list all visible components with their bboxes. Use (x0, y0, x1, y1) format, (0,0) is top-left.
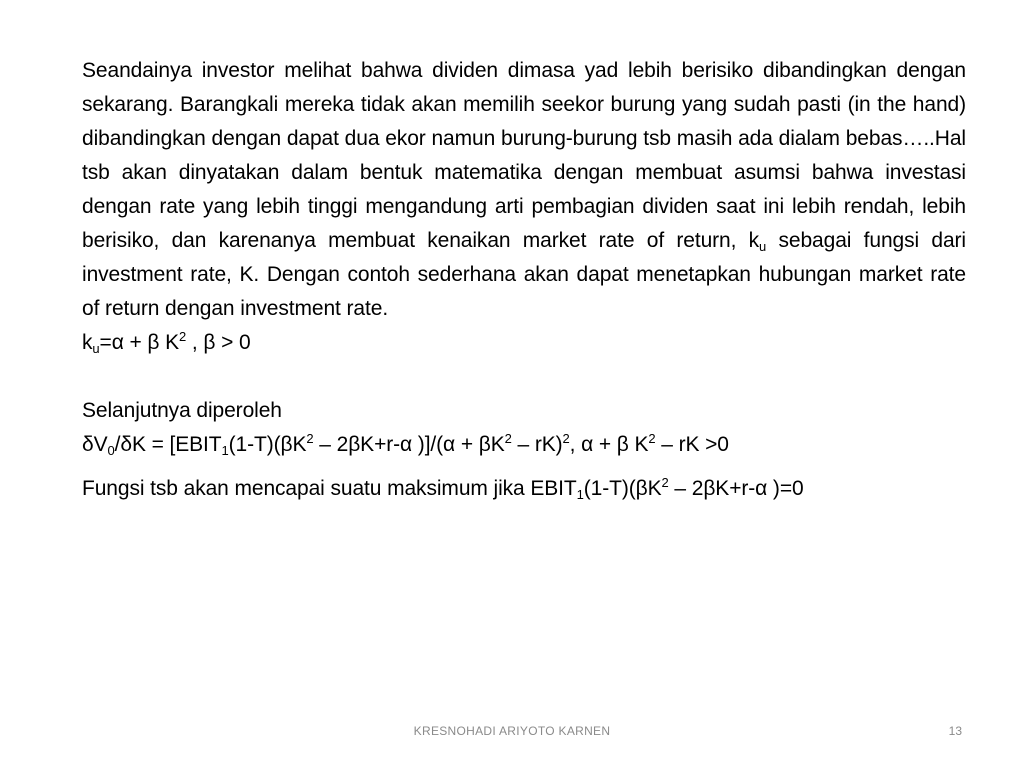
formula-derivative-d: – 2βK+r-α )]/(α + βK (313, 433, 505, 456)
fungsi-b: (1-T)(βK (583, 477, 662, 500)
paragraph-text-1: Seandainya investor melihat bahwa dividen dimasa yad lebih berisiko dibandingkan dengan sekarang. Barangkali mereka tidak akan memilih seekor burung yang sudah pasti (in the hand) dibandingkan dengan dapat dua ekor namun burung-burung tsb masih ada dialam bebas…..Hal tsb akan dinyatakan dalam bentuk matematika dengan membuat asumsi bahwa investasi dengan rate yang lebih tinggi mengandung arti pembagian dividen saat ini lebih rendah, lebih berisiko, dan karenanya membuat kenaikan market rate of return, k (82, 59, 966, 252)
formula-derivative-c-sup: 2 (306, 431, 314, 446)
formula-derivative-f-sup: 2 (648, 431, 656, 446)
formula-derivative-e: – rK) (511, 433, 563, 456)
fungsi-a: Fungsi tsb akan mencapai suatu maksimum jika EBIT (82, 477, 577, 500)
formula-derivative (82, 428, 966, 462)
formula-derivative-b: /δK = [EBIT (114, 433, 222, 456)
formula-ku-sub: u (92, 341, 100, 356)
formula-ku (82, 326, 966, 360)
fungsi-c: – 2βK+r-α )=0 (668, 477, 804, 500)
paragraph-text-2: sebagai fungsi dari investment rate, K. Dengan contoh sederhana akan dapat menetapkan hubungan market rate of return dengan investment rate. (82, 229, 966, 320)
fungsi-b-sup: 2 (661, 475, 669, 490)
formula-ku-mid: =α + β K (99, 331, 180, 354)
formula-ku-tail: , β > 0 (186, 331, 251, 354)
spacer (82, 360, 966, 394)
fungsi-line (82, 472, 966, 506)
fungsi-a-sub: 1 (576, 487, 584, 502)
slide-content (82, 54, 966, 506)
body-paragraph (82, 54, 966, 326)
footer-author: KRESNOHADI ARIYOTO KARNEN (413, 724, 611, 738)
page-number: 13 (948, 724, 962, 738)
formula-derivative-b-sub: 1 (221, 443, 229, 458)
formula-derivative-g: – rK >0 (655, 433, 729, 456)
formula-derivative-a-sub: 0 (107, 443, 115, 458)
paragraph-subscript: u (759, 239, 767, 254)
formula-ku-k: k (82, 331, 93, 354)
formula-derivative-a: δV (82, 433, 108, 456)
formula-derivative-f: , α + β K (569, 433, 649, 456)
formula-derivative-d-sup: 2 (504, 431, 512, 446)
spacer-small (82, 462, 966, 472)
formula-derivative-c: (1-T)(βK (228, 433, 307, 456)
formula-derivative-e-sup: 2 (562, 431, 570, 446)
formula-ku-sup: 2 (179, 329, 187, 344)
selanjutnya-line: Selanjutnya diperoleh (82, 399, 282, 422)
